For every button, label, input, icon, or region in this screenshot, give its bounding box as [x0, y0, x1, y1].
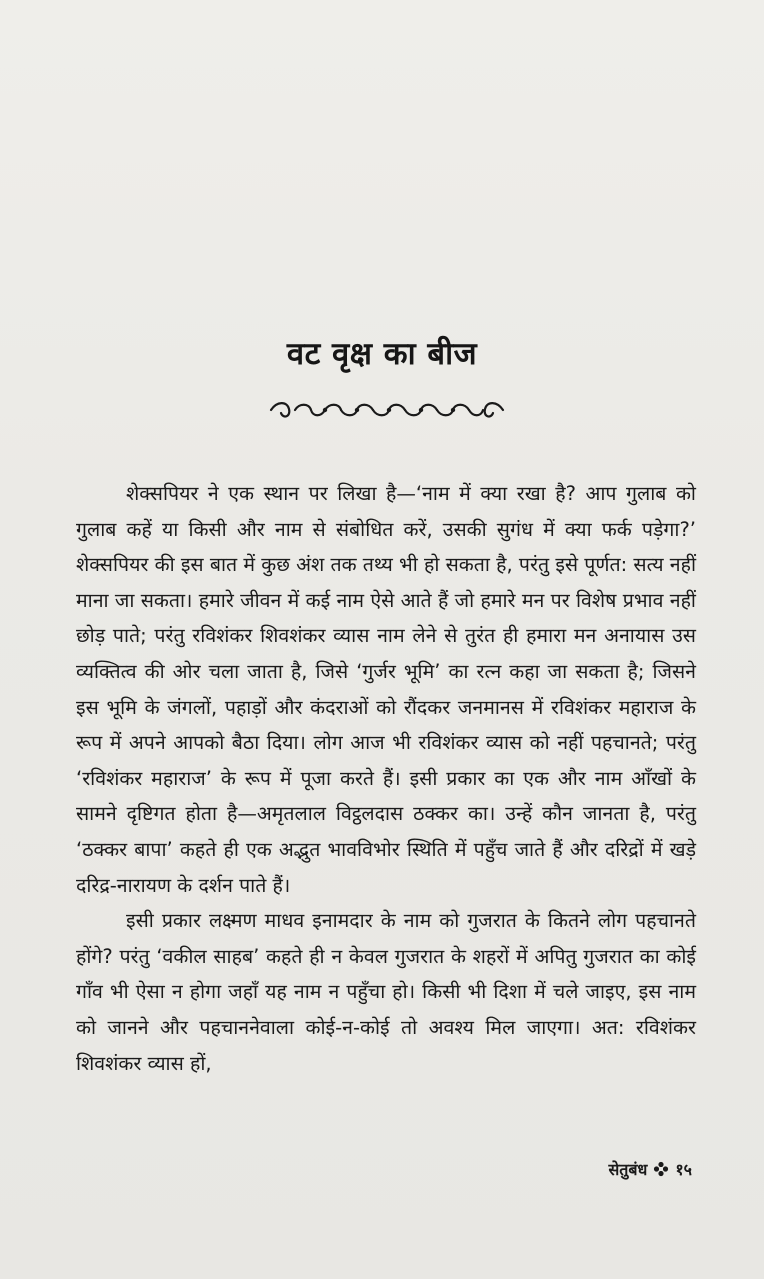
decorative-divider-icon — [267, 397, 507, 423]
paragraph-2: इसी प्रकार लक्ष्मण माधव इनामदार के नाम को गुजरात के कितने लोग पहचानते होंगे? परंतु ‘वकील साहब’ कहते ही न केवल गुजरात के शहरों में अपितु गुजरात का कोई गाँव भी ऐसा न होगा जहाँ यह नाम न पहुँचा हो। किसी भी दिशा में चले जाइए, इस नाम को जानने और पहचाननेवाला कोई-न-कोई तो अवश्य मिल जाएगा। अत: रविशंकर शिवशंकर व्यास हों, — [76, 909, 696, 1075]
page-number: १५ — [675, 1160, 692, 1179]
page-footer — [608, 1158, 692, 1180]
chapter-body — [76, 476, 696, 1081]
paragraph-1: शेक्सपियर ने एक स्थान पर लिखा है—‘नाम में क्या रखा है? आप गुलाब को गुलाब कहें या किसी और नाम से संबोधित करें, उसकी सुगंध में क्या फर्क पड़ेगा?’ शेक्सपियर की इस बात में कुछ अंश तक तथ्य भी हो सकता है, परंतु इसे पूर्णत: सत्य नहीं माना जा सकता। हमारे जीवन में कई नाम ऐसे आते हैं जो हमारे मन पर विशेष प्रभाव नहीं छोड़ पाते; परंतु रविशंकर शिवशंकर व्यास नाम लेने से तुरंत ही हमारा मन अनायास उस व्यक्तित्व की ओर चला जाता है, जिसे ‘गुर्जर भूमि’ का रत्न कहा जा सकता है; जिसने इस भूमि के जंगलों, पहाड़ों और कंदराओं को रौंदकर जनमानस में रविशंकर महाराज के रूप में अपने आपको बैठा दिया। लोग आज भी रविशंकर व्यास को नहीं पहचानते; परंतु ‘रविशंकर महाराज’ के रूप में पूजा करते हैं। इसी प्रकार का एक और नाम आँखों के सामने दृष्टिगत होता है—अमृतलाल विट्ठलदास ठक्कर का। उन्हें कौन जानता है, परंतु ‘ठक्कर बापा’ कहते ही एक अद्भुत भावविभोर स्थिति में पहुँच जाते हैं और दरिद्रों में खड़े दरिद्र-नारायण के दर्शन पाते हैं। — [76, 482, 696, 897]
flower-ornament-icon — [653, 1161, 669, 1177]
book-name: सेतुबंध — [608, 1160, 648, 1179]
chapter-title: वट वृक्ष का बीज — [286, 336, 478, 372]
